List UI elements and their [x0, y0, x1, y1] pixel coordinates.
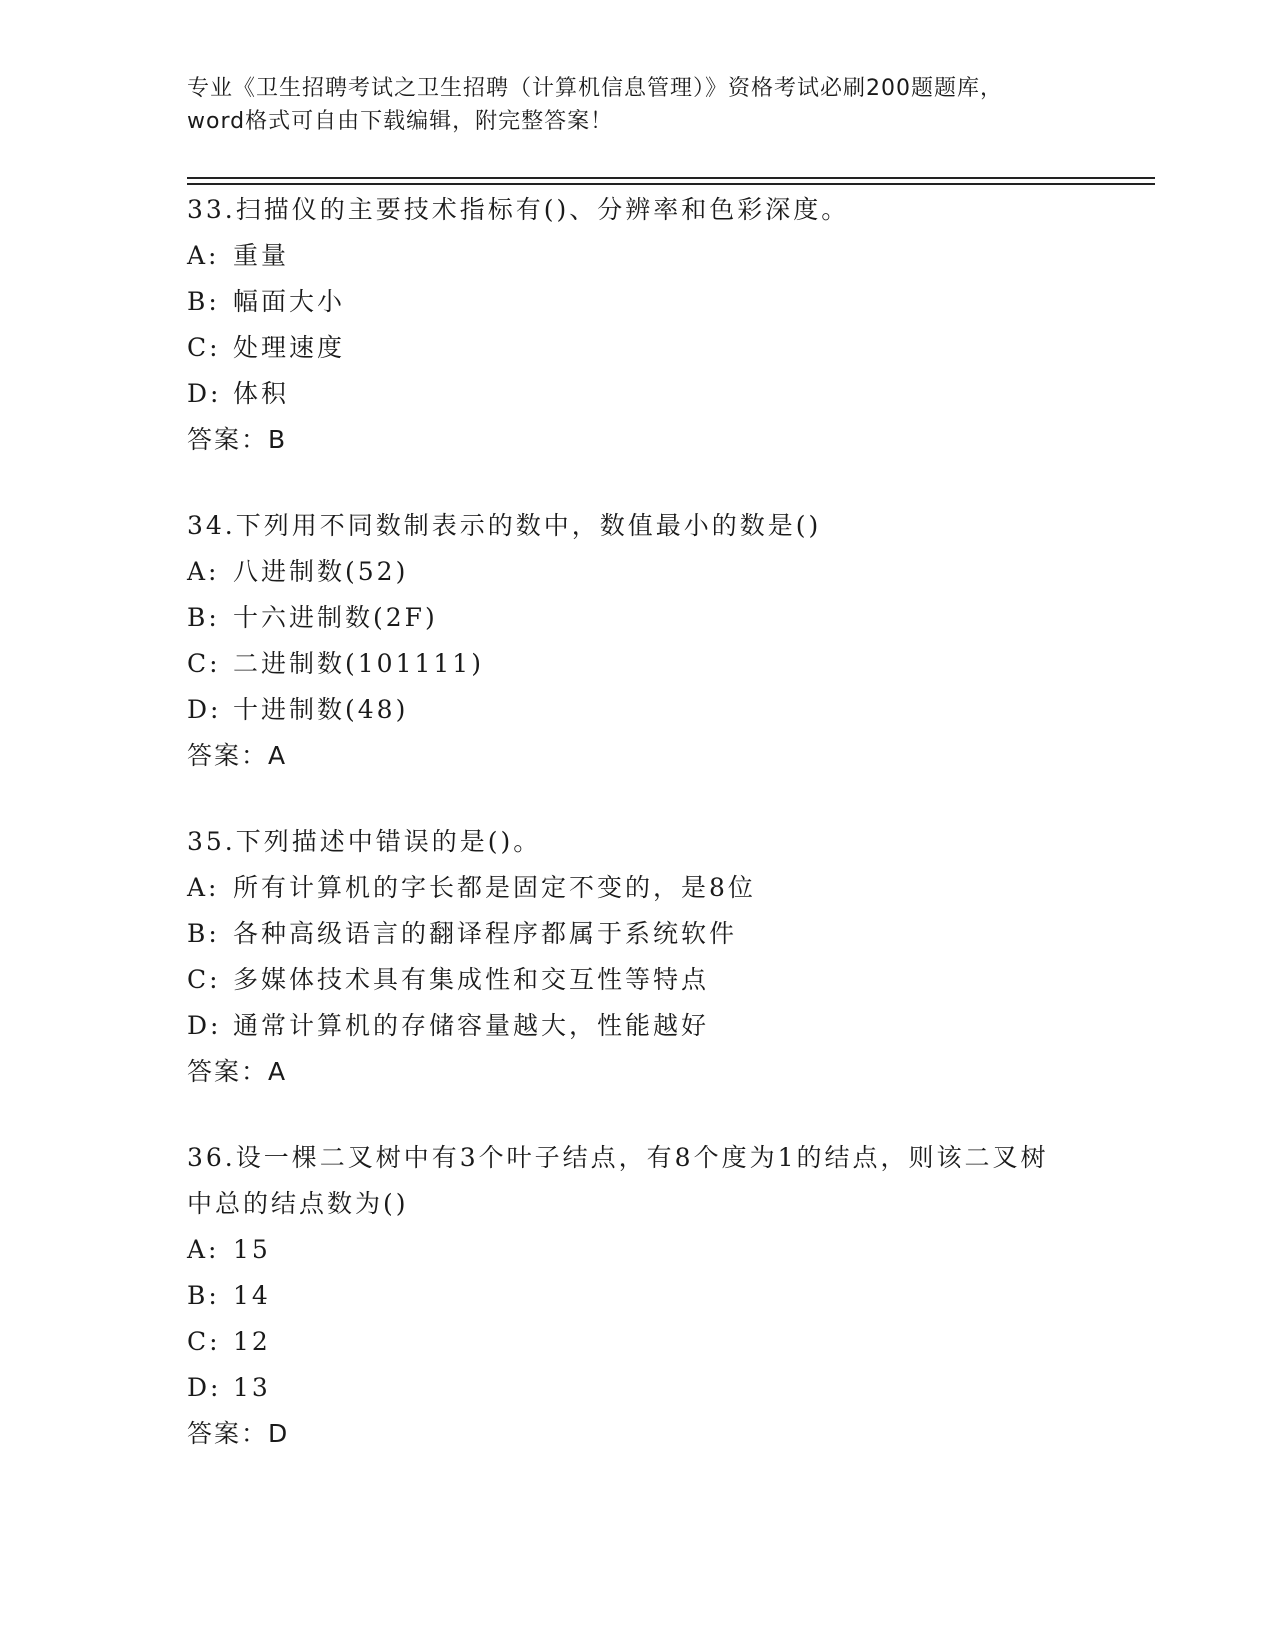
- option-a: [187, 549, 1087, 595]
- option-letter: D:: [187, 695, 222, 724]
- option-b: [187, 1273, 1067, 1319]
- option-b: [187, 911, 1087, 957]
- option-d: [187, 687, 1087, 733]
- option-a: [187, 233, 1087, 279]
- option-letter: A:: [187, 241, 220, 270]
- header-line-1: 专业《卫生招聘考试之卫生招聘（计算机信息管理）》资格考试必刷200题题库，: [187, 76, 1003, 101]
- option-text: 幅面大小: [233, 287, 346, 316]
- answer-line: 答案：A: [187, 1057, 288, 1086]
- option-letter: A:: [187, 873, 220, 902]
- option-letter: D:: [187, 379, 222, 408]
- option-c: [187, 325, 1087, 371]
- question-33: [187, 187, 1087, 463]
- question-stem: 35.下列描述中错误的是()。: [187, 827, 542, 856]
- option-letter: A:: [187, 557, 220, 586]
- option-letter: B:: [187, 287, 220, 316]
- option-letter: D:: [187, 1373, 222, 1402]
- question-stem: 34.下列用不同数制表示的数中，数值最小的数是(): [187, 511, 822, 540]
- header-line-2: word格式可自由下载编辑，附完整答案！: [187, 109, 614, 134]
- option-c: [187, 957, 1087, 1003]
- answer-line: 答案：D: [187, 1419, 290, 1448]
- option-text: 多媒体技术具有集成性和交互性等特点: [233, 965, 710, 994]
- header-divider-bottom: [187, 183, 1155, 185]
- header-divider-top: [187, 177, 1155, 179]
- question-36: [187, 1135, 1067, 1457]
- option-text: 体积: [233, 379, 290, 408]
- question-35: [187, 819, 1087, 1095]
- option-d: [187, 1003, 1087, 1049]
- option-c: [187, 641, 1087, 687]
- option-text: 所有计算机的字长都是固定不变的，是8位: [233, 873, 756, 902]
- option-text: 八进制数(52): [233, 557, 409, 586]
- option-letter: C:: [187, 965, 221, 994]
- option-b: [187, 279, 1087, 325]
- option-letter: A:: [187, 1235, 220, 1264]
- option-text: 12: [233, 1327, 271, 1356]
- option-letter: B:: [187, 603, 220, 632]
- option-letter: C:: [187, 649, 221, 678]
- option-c: [187, 1319, 1067, 1365]
- option-text: 处理速度: [233, 333, 346, 362]
- option-b: [187, 595, 1087, 641]
- option-text: 十进制数(48): [233, 695, 409, 724]
- answer-line: 答案：B: [187, 425, 288, 454]
- document-header: [187, 72, 1087, 138]
- option-letter: B:: [187, 919, 220, 948]
- option-text: 十六进制数(2F): [233, 603, 438, 632]
- answer-line: 答案：A: [187, 741, 288, 770]
- question-stem: 33.扫描仪的主要技术指标有()、分辨率和色彩深度。: [187, 195, 850, 224]
- option-a: [187, 1227, 1067, 1273]
- option-letter: C:: [187, 1327, 221, 1356]
- option-d: [187, 1365, 1067, 1411]
- option-text: 重量: [233, 241, 290, 270]
- option-text: 14: [233, 1281, 271, 1310]
- question-34: [187, 503, 1087, 779]
- option-text: 通常计算机的存储容量越大，性能越好: [233, 1011, 710, 1040]
- option-text: 各种高级语言的翻译程序都属于系统软件: [233, 919, 738, 948]
- option-letter: D:: [187, 1011, 222, 1040]
- option-d: [187, 371, 1087, 417]
- option-text: 15: [233, 1235, 271, 1264]
- option-letter: C:: [187, 333, 221, 362]
- option-letter: B:: [187, 1281, 220, 1310]
- question-stem: 36.设一棵二叉树中有3个叶子结点，有8个度为1的结点，则该二叉树中总的结点数为(): [187, 1143, 1049, 1218]
- option-text: 13: [233, 1373, 271, 1402]
- option-text: 二进制数(101111): [233, 649, 484, 678]
- option-a: [187, 865, 1087, 911]
